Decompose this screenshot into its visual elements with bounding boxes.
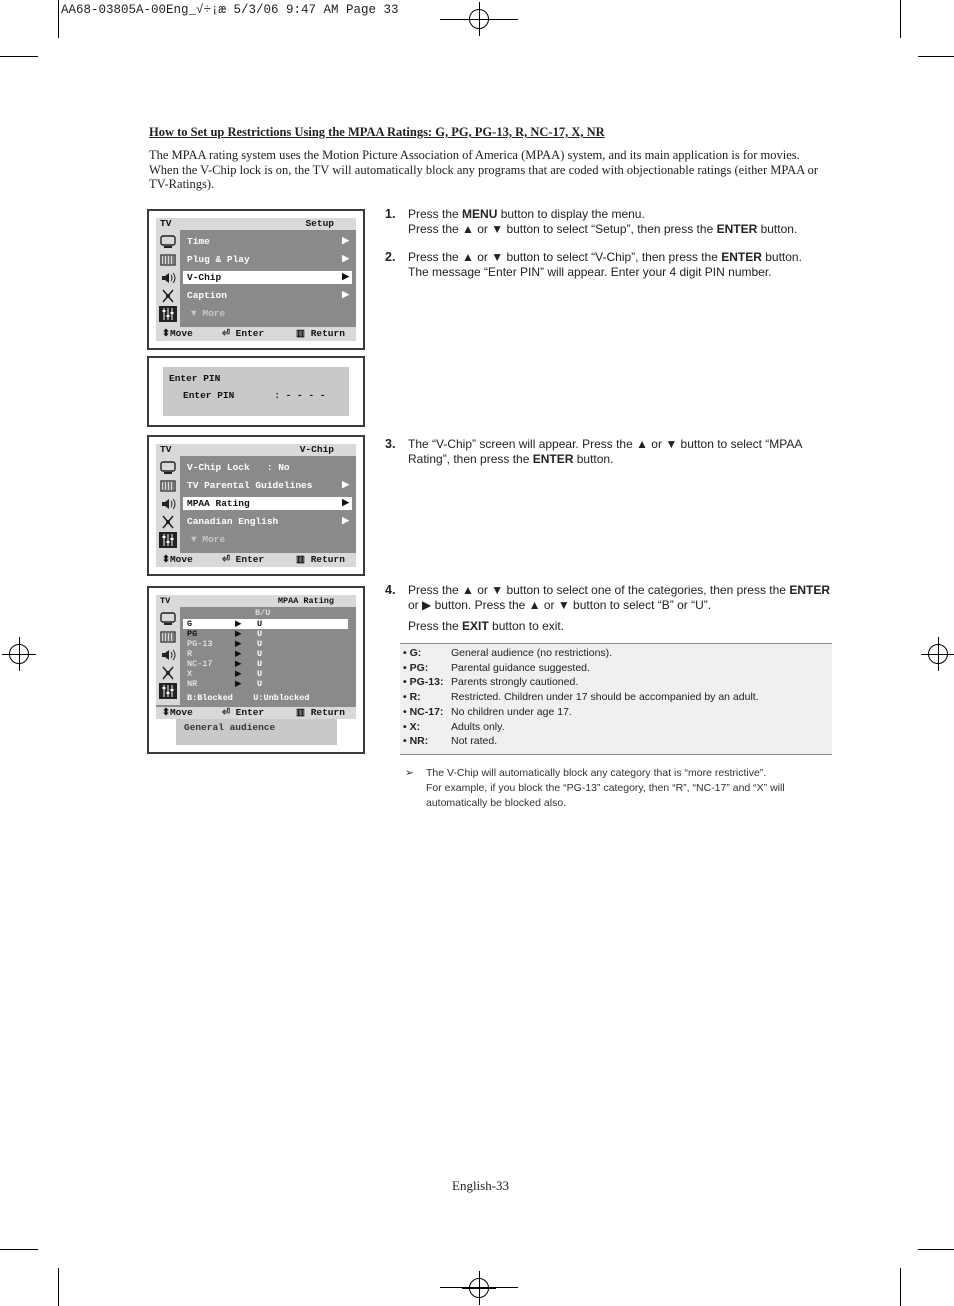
rating-value[interactable]: U: [257, 679, 263, 689]
step-1: 1. Press the MENU button to display the menu. Press the ▲ or ▼ button to select “Setup”, then press the ENTER button.: [385, 207, 798, 236]
menu-item-canadian-english[interactable]: Canadian English ▶: [187, 516, 349, 527]
print-header: AA68-03805A-00Eng_√÷¡æ 5/3/06 9:47 AM Page 33: [61, 3, 399, 17]
play-arrow-icon: ▶: [235, 669, 242, 679]
rating-nr[interactable]: NR: [187, 679, 198, 689]
pin-title: Enter PIN: [169, 373, 221, 384]
intro-paragraph: The MPAA rating system uses the Motion Picture Association of America (MPAA) system, and its main application is for movies. When the V-Chip lock is on, the TV will automatically block any programs that are coded with objectionable ratings (either MPAA or TV-Ratings).: [149, 148, 819, 191]
rating-x[interactable]: X: [187, 669, 193, 679]
tv-label: TV: [160, 596, 171, 606]
registration-mark: [462, 2, 496, 36]
rating-value[interactable]: U: [257, 669, 263, 679]
legend: B:Blocked U:Unblocked: [187, 693, 310, 703]
pin-input[interactable]: Enter PIN : - - - -: [183, 390, 326, 401]
step-2: 2. Press the ▲ or ▼ button to select “V-Chip”, then press the ENTER button. The message “Enter PIN” will appear. Enter your 4 digit PIN number.: [385, 250, 802, 279]
menu-item-vchip[interactable]: V-Chip ▶: [183, 271, 352, 284]
sound-bars-icon: [159, 252, 177, 268]
move-hint: ⬍Move: [162, 554, 193, 565]
sound-bars-icon: [159, 629, 177, 645]
setup-icon: [159, 306, 177, 322]
rating-r[interactable]: R: [187, 649, 193, 659]
speaker-icon: [159, 270, 177, 286]
bu-header: B/U: [255, 608, 271, 618]
sound-bars-icon: [159, 478, 177, 494]
enter-hint: ⏎ Enter: [222, 554, 265, 565]
rating-value[interactable]: U: [257, 659, 263, 669]
step-4: 4. Press the ▲ or ▼ button to select one of the categories, then press the ENTER or ▶ button. Press the ▲ or ▼ button to select “B” or “U”. Press the EXIT button to exit.: [385, 583, 830, 633]
move-hint: ⬍Move: [162, 328, 193, 339]
chevron-down-icon: ▼: [191, 534, 203, 545]
table-row: • PG: Parental guidance suggested.: [403, 662, 590, 674]
picture-icon: [159, 460, 177, 476]
registration-mark: [462, 1271, 496, 1305]
menu-item-vchip-lock[interactable]: V-Chip Lock : No: [187, 462, 290, 473]
return-hint: ▥ Return: [296, 554, 345, 565]
rating-g[interactable]: G: [187, 619, 193, 629]
chevron-down-icon: ▼: [191, 308, 203, 319]
table-row: • NC-17: No children under age 17.: [403, 706, 572, 718]
tv-label: TV: [160, 218, 172, 229]
registration-mark: [2, 637, 36, 671]
menu-more: ▼ More: [191, 308, 226, 319]
table-row: • R: Restricted. Children under 17 should be accompanied by an adult.: [403, 691, 759, 703]
table-row: • G: General audience (no restrictions).: [403, 647, 613, 659]
play-arrow-icon: ▶: [235, 639, 242, 649]
menu-item-mpaa-rating[interactable]: MPAA Rating ▶: [183, 497, 352, 510]
crop-mark: [0, 56, 38, 57]
menu-item-tv-parental[interactable]: TV Parental Guidelines ▶: [187, 480, 349, 491]
menu-item-caption[interactable]: Caption ▶: [187, 290, 349, 301]
play-arrow-icon: ▶: [235, 619, 242, 629]
menu-title: MPAA Rating: [277, 596, 334, 606]
tv-label: TV: [160, 444, 172, 455]
crop-mark: [58, 0, 59, 38]
table-row: • X: Adults only.: [403, 721, 505, 733]
picture-icon: [159, 611, 177, 627]
speaker-icon: [159, 496, 177, 512]
crop-mark: [0, 1249, 38, 1250]
note-arrow-icon: ➢: [405, 767, 414, 779]
page-number: English-33: [452, 1178, 510, 1193]
menu-more: ▼ More: [191, 534, 226, 545]
picture-icon: [159, 234, 177, 250]
enter-hint: ⏎ Enter: [222, 328, 265, 339]
rating-pg[interactable]: PG: [187, 629, 198, 639]
play-arrow-icon: ▶: [235, 629, 242, 639]
crop-mark: [58, 1268, 59, 1306]
crop-mark: [918, 56, 954, 57]
speaker-icon: [159, 647, 177, 663]
table-row: • PG-13: Parents strongly cautioned.: [403, 676, 579, 688]
play-arrow-icon: ▶: [235, 649, 242, 659]
crop-mark: [900, 1268, 901, 1306]
crop-mark: [900, 0, 901, 38]
antenna-icon: [159, 665, 177, 681]
page-heading: How to Set up Restrictions Using the MPAA Ratings: G, PG, PG-13, R, NC-17, X, NR: [149, 125, 605, 139]
osd-screen-vchip: [147, 435, 365, 576]
osd-screen-enter-pin: [147, 356, 365, 427]
selected-row-highlight: [183, 619, 348, 629]
rating-value[interactable]: U: [257, 639, 263, 649]
setup-icon: [159, 683, 177, 699]
play-arrow-icon: ▶: [235, 679, 242, 689]
rating-nc17[interactable]: NC-17: [187, 659, 213, 669]
menu-title: Setup: [305, 218, 334, 229]
info-text: General audience: [184, 722, 276, 733]
info-box: [176, 719, 337, 745]
table-row: • NR: Not rated.: [403, 735, 498, 747]
ratings-table: [400, 643, 832, 755]
step-3: 3. The “V-Chip” screen will appear. Press the ▲ or ▼ button to select “MPAA Rating”, then press the ENTER button.: [385, 437, 802, 466]
menu-item-plug-play[interactable]: Plug & Play ▶: [187, 254, 349, 265]
rating-value[interactable]: U: [257, 619, 263, 629]
antenna-icon: [159, 288, 177, 304]
return-hint: ▥ Return: [296, 707, 345, 718]
registration-mark: [921, 637, 954, 671]
menu-item-time[interactable]: Time ▶: [187, 236, 349, 247]
note: ➢ The V-Chip will automatically block any category that is “more restrictive”. For example, if you block the “PG-13” category, then “R”, “NC-17” and “X” will automatically be blocked also.: [405, 767, 785, 809]
osd-screen-setup: [147, 209, 365, 350]
rating-value[interactable]: U: [257, 649, 263, 659]
crop-mark: [918, 1249, 954, 1250]
setup-icon: [159, 532, 177, 548]
enter-hint: ⏎ Enter: [222, 707, 265, 718]
menu-title: V-Chip: [299, 444, 334, 455]
move-hint: ⬍Move: [162, 707, 193, 718]
play-arrow-icon: ▶: [235, 659, 242, 669]
rating-value[interactable]: U: [257, 629, 263, 639]
rating-pg13[interactable]: PG-13: [187, 639, 213, 649]
return-hint: ▥ Return: [296, 328, 345, 339]
osd-screen-mpaa: [147, 586, 365, 754]
antenna-icon: [159, 514, 177, 530]
